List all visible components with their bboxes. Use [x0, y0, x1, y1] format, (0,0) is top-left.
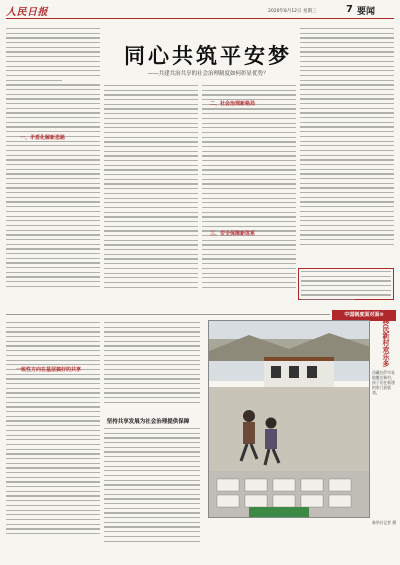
- body-text-column-1: [6, 28, 100, 308]
- masthead: [6, 3, 394, 19]
- issue-date: 2020年8月12日 星期三: [268, 9, 317, 14]
- page-subtitle: ——共建共治共享的社会治理制度如何彰显优势？: [147, 71, 269, 77]
- section-heading-1: 一、矛盾化解新思路: [20, 135, 66, 141]
- body-text-column-3: [202, 85, 296, 310]
- body-text-lower-1: [6, 322, 100, 558]
- body-text-column-4: [300, 28, 394, 266]
- section-heading-3: 三、安全保障新体系: [210, 231, 256, 237]
- photo-caption: 西藏拉萨市易地搬迁新村，孩子们在新建的家门前嬉戏。: [372, 370, 395, 395]
- divider: [6, 314, 330, 315]
- series-banner: 中国制度面对面⑩: [332, 310, 396, 321]
- page-title: 同心共筑平安梦: [124, 44, 292, 68]
- body-text-column-2: [104, 85, 198, 310]
- lower-article-headline: 坚持共享发展为社会治理提供保障: [106, 419, 190, 425]
- photo-illustration: [209, 321, 370, 518]
- section-heading-lower: 一致性方向在基层搞好的共享: [16, 367, 82, 373]
- newspaper-logo: 人民日报: [6, 7, 48, 18]
- photo-credit: 新华社记者 摄: [372, 520, 396, 525]
- section-heading-2: 二、社会治理新格局: [210, 101, 256, 107]
- news-photo: [208, 320, 370, 518]
- photo-title: 移民新村欢乐多: [382, 318, 391, 367]
- body-text-lower-3: [104, 428, 200, 558]
- page-name: 要闻: [357, 7, 376, 17]
- body-text-lower-2: [104, 322, 200, 414]
- page-number: 7: [346, 4, 353, 15]
- info-box: [298, 268, 394, 300]
